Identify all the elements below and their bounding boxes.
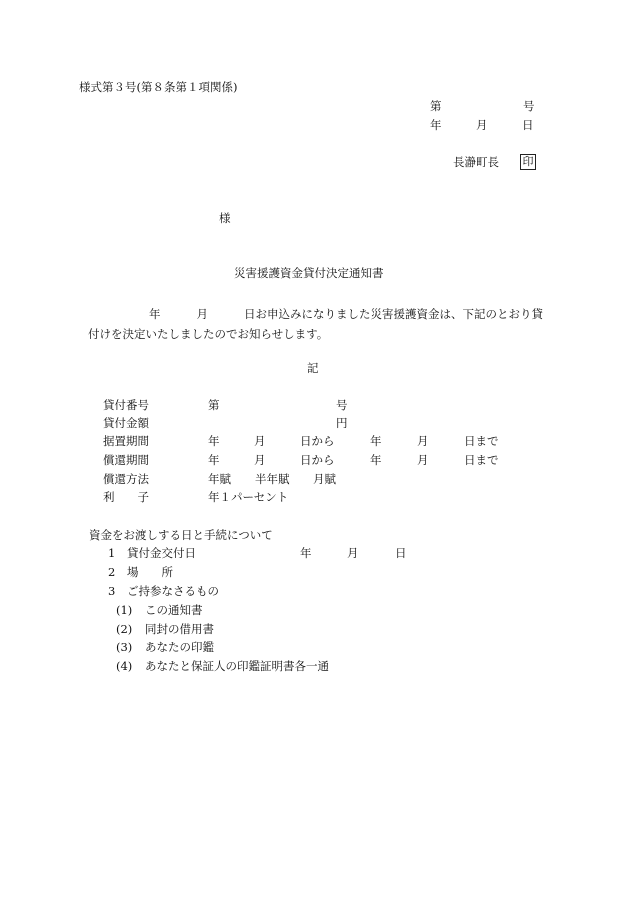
subitem-number: (1) (116, 603, 133, 617)
loan-term-value: 年 (208, 453, 220, 467)
loan-term-label: 貸付番号 (103, 398, 149, 412)
number-prefix: 第 (430, 99, 442, 113)
procedure-item-number: 2 (108, 565, 116, 579)
delivery-date-month: 月 (347, 546, 359, 560)
addressee-honorific: 様 (219, 211, 231, 225)
loan-term-row-amount (103, 416, 523, 430)
issuer-name: 長瀞町長 (453, 155, 499, 169)
number-suffix: 号 (523, 99, 535, 113)
loan-term-value: 月 (254, 453, 266, 467)
procedure-item-number: 1 (108, 546, 116, 560)
loan-term-value: 月 (417, 434, 429, 448)
subitem-text: この通知書 (145, 603, 203, 617)
loan-term-value: 日から (300, 453, 335, 467)
delivery-date-year: 年 (300, 546, 312, 560)
body-paragraph-tail: 日お申込みになりました災害援護資金は、下記のとおり貸付けを決定いたしましたのでお知らせします。 (88, 307, 543, 341)
loan-term-value: 年１パーセント (208, 490, 289, 504)
document-title: 災害援護資金貸付決定通知書 (234, 266, 384, 280)
date-day: 日 (522, 118, 534, 132)
loan-term-row-grace-period (103, 434, 523, 448)
subitem-number: (4) (116, 659, 133, 673)
loan-term-value: 年賦 (208, 472, 231, 486)
procedure-item-items-to-bring: ご持参なさるもの (127, 584, 219, 598)
subitem-text: あなたと保証人の印鑑証明書各一通 (145, 659, 329, 673)
loan-term-value: 号 (336, 398, 348, 412)
subitem-text: あなたの印鑑 (145, 640, 214, 654)
body-paragraph (88, 304, 548, 344)
loan-term-value: 年 (370, 453, 382, 467)
ki-heading: 記 (307, 361, 319, 375)
subitem-number: (2) (116, 622, 133, 636)
loan-term-label: 据置期間 (103, 434, 149, 448)
loan-term-value: 半年賦 (255, 472, 290, 486)
loan-term-value: 月賦 (313, 472, 336, 486)
date-year: 年 (430, 118, 442, 132)
body-month: 月 (196, 307, 208, 321)
date-month: 月 (476, 118, 488, 132)
loan-term-row-repayment-method (103, 472, 523, 486)
subitem-text: 同封の借用書 (145, 622, 214, 636)
procedure-item-place: 場 所 (127, 565, 173, 579)
subitem-number: (3) (116, 640, 133, 654)
loan-term-label: 償還期間 (103, 453, 149, 467)
loan-term-value: 日まで (464, 434, 499, 448)
procedure-item-number: 3 (108, 584, 116, 598)
loan-term-label: 償還方法 (103, 472, 149, 486)
form-label: 様式第３号(第８条第１項関係) (79, 80, 238, 94)
procedure-item-delivery-date: 貸付金交付日 (127, 546, 196, 560)
loan-term-value: 円 (336, 416, 348, 430)
loan-term-value: 第 (208, 398, 220, 412)
loan-term-value: 年 (370, 434, 382, 448)
loan-term-value: 月 (417, 453, 429, 467)
loan-term-row-number (103, 398, 523, 412)
loan-term-label: 利 子 (103, 490, 149, 504)
body-year: 年 (149, 307, 161, 321)
delivery-date-day: 日 (395, 546, 407, 560)
seal-mark: 印 (520, 154, 536, 170)
loan-term-value: 月 (254, 434, 266, 448)
procedure-heading: 資金をお渡しする日と手続について (89, 528, 273, 542)
loan-term-value: 日から (300, 434, 335, 448)
loan-term-value: 年 (208, 434, 220, 448)
loan-term-value: 日まで (464, 453, 499, 467)
loan-term-row-interest (103, 490, 523, 504)
loan-term-label: 貸付金額 (103, 416, 149, 430)
loan-term-row-repayment-period (103, 453, 523, 467)
